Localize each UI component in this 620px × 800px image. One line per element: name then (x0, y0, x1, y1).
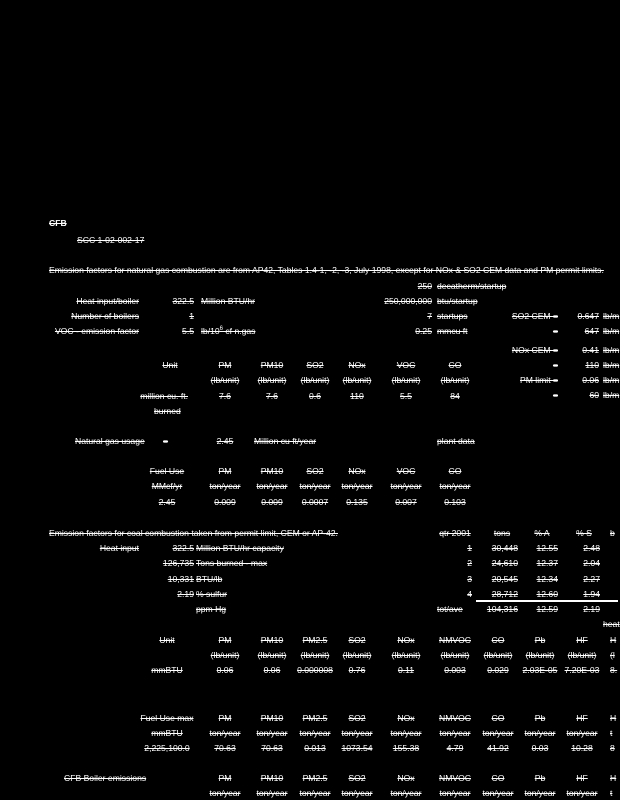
so2-eq: = (552, 326, 558, 336)
voc-factor-unit (201, 326, 255, 336)
coal-emission-value: 4.79 (446, 743, 464, 753)
qtr-number: 3 (467, 574, 472, 584)
coal-factor-subheader: (l (610, 650, 615, 660)
ng-emission-subheader: ton/year (299, 481, 331, 491)
ng-factor-subheader: (lb/unit) (391, 375, 421, 385)
ng-usage-unit: Million cu ft/year (254, 436, 317, 446)
qtr-tons: 20,545 (491, 574, 518, 584)
boiler-emissions-label: CFB Boiler emissions (64, 773, 147, 783)
qtr-ash: 12.60 (536, 589, 558, 599)
coal-emission-value: 0.013 (304, 743, 326, 753)
coal-emission-subheader: ton/year (209, 728, 241, 738)
coal-factor-value: 0.11 (397, 665, 415, 675)
ng-unit-header: Unit (162, 360, 178, 370)
coal-emission-subheader: ton/year (482, 728, 514, 738)
coal-factor-subheader: (lb/unit) (440, 650, 470, 660)
coal-emission-subheader: ton/year (299, 728, 331, 738)
qtr-sulfur: 2.27 (583, 574, 600, 584)
coal-emission-header: SO2 (348, 713, 366, 723)
coal-factor-value: 0.003 (444, 665, 466, 675)
voc-unit-tail: cf n.gas (222, 326, 256, 336)
coal-param-value: 322.5 (172, 543, 194, 553)
ng-emission-value: 0.0007 (301, 497, 329, 507)
coal-factor-value: 7.20E-03 (564, 665, 600, 675)
ng-emission-subheader: ton/year (209, 481, 241, 491)
ng-note: Emission factors for natural gas combustion are from AP42, Tables 1.4-1, -2, -3, July 1998, except for NOx & SO2 CEM data and PM permit limits. (49, 265, 604, 275)
coal-factor-header: H (610, 635, 617, 645)
ng-emission-subheader: ton/year (256, 481, 288, 491)
coal-factor-header: CO (491, 635, 505, 645)
ng-emission-value: 0.007 (395, 497, 417, 507)
ng-emission-header: NOx (348, 466, 366, 476)
nox-cem-unit: lb/m (603, 345, 620, 355)
boiler-header: PM2.5 (302, 773, 328, 783)
coal-emission-subheader: ton/year (524, 728, 556, 738)
top-blank-band (0, 0, 618, 212)
qtr-header: % S (576, 528, 592, 538)
coal-factor-subheader: (lb/unit) (483, 650, 513, 660)
heat-input-label: Heat input/boiler (76, 296, 139, 306)
coal-unit-header: Unit (159, 635, 175, 645)
boiler-subheader: ton/year (524, 788, 556, 798)
qtr-tons: 30,448 (491, 543, 518, 553)
coal-emission-subheader: ton/year (256, 728, 288, 738)
coal-param-value: 10,331 (167, 574, 194, 584)
ng-factor-header: CO (448, 360, 462, 370)
coal-factor-header: PM2.5 (302, 635, 328, 645)
coal-emission-header: HF (576, 713, 588, 723)
ng-factor-subheader: (lb/unit) (257, 375, 287, 385)
ng-factor-header: PM10 (260, 360, 284, 370)
ng-usage-value: 2.45 (216, 436, 234, 446)
coal-factor-subheader: (lb/unit) (567, 650, 597, 660)
ng-usage-label: Natural gas usage (75, 436, 145, 446)
nox-eq: = (552, 360, 558, 370)
startup-value: 250 (417, 281, 432, 291)
coal-factor-header: PM10 (260, 635, 284, 645)
boiler-header: HF (576, 773, 588, 783)
nox-cem-value: 0.41 (582, 345, 599, 355)
coal-factor-subheader: (lb/unit) (342, 650, 372, 660)
qtr-total-label: tot/ave (437, 604, 463, 614)
voc-unit-exponent: 6 (219, 326, 223, 333)
nox-cem-label: NOx CEM = (511, 345, 558, 355)
sheet-title: CFB (49, 218, 67, 228)
coal-emission-subheader: t (610, 728, 613, 738)
ng-usage-note: plant data (437, 436, 475, 446)
boiler-subheader: ton/year (390, 788, 422, 798)
voc-unit-base: lb/10 (201, 326, 220, 336)
coal-param-unit: BTU/lb (196, 574, 223, 584)
coal-emission-subheader: ton/year (390, 728, 422, 738)
coal-factor-value: 0.000008 (297, 665, 333, 675)
nox-converted: 110 (585, 360, 599, 370)
ng-emission-subheader: ton/year (390, 481, 422, 491)
ng-factor-value: 110 (350, 391, 364, 401)
coal-factor-subheader: (lb/unit) (391, 650, 421, 660)
btu-startup-value: 250,000,000 (384, 296, 432, 306)
ng-factor-subheader: (lb/unit) (342, 375, 372, 385)
ng-fuel-use-unit: MMcf/yr (151, 481, 183, 491)
coal-param-unit: % sulfur (196, 589, 228, 599)
ng-factor-subheader: (lb/unit) (210, 375, 240, 385)
qtr-tail-note: heat (603, 619, 620, 629)
pm-eq: = (552, 390, 558, 400)
ng-factor-row-label-2: burned (154, 406, 181, 416)
coal-param-unit: Million BTU/hr capacity (196, 543, 284, 553)
voc-factor-label: VOC - emission factor (54, 326, 139, 336)
startups-unit: startups (437, 311, 468, 321)
ng-emission-header: CO (448, 466, 462, 476)
coal-fuel-use-header: Fuel Use max (140, 713, 194, 723)
coal-factor-value: 0.06 (216, 665, 234, 675)
coal-emission-subheader: ton/year (341, 728, 373, 738)
ng-factor-header: PM (218, 360, 232, 370)
coal-emission-header: PM (218, 713, 232, 723)
so2-cem-label: SO2 CEM = (511, 311, 558, 321)
qtr-sulfur: 2.48 (583, 543, 600, 553)
boiler-header: H (610, 773, 617, 783)
ng-factor-value: 5.5 (400, 391, 412, 401)
pm-converted: 60 (589, 390, 599, 400)
pm-converted-unit: lb/m (603, 390, 620, 400)
boiler-subheader: ton/year (566, 788, 598, 798)
mmcu-value: 0.25 (415, 326, 432, 336)
qtr-header: b (610, 528, 615, 538)
coal-emission-header: NMVOC (439, 713, 471, 723)
mmcu-unit: mmcu ft (437, 326, 468, 336)
coal-factor-value: 0.76 (348, 665, 366, 675)
so2-cem-value: 0.647 (577, 311, 599, 321)
coal-note: Emission factors for coal combustion taken from permit limit, CEM or AP-42. (49, 528, 338, 538)
ng-factor-subheader: (lb/unit) (300, 375, 330, 385)
coal-factor-subheader: (lb/unit) (210, 650, 240, 660)
coal-factor-value: 8. (610, 665, 618, 675)
qtr-sulfur: 2.04 (583, 558, 600, 568)
coal-emission-header: Pb (534, 713, 546, 723)
qtr-number: 1 (467, 543, 472, 553)
coal-factor-header: Pb (534, 635, 546, 645)
heat-input-unit: Million BTU/hr (201, 296, 255, 306)
qtr-total-rule (476, 600, 618, 602)
startup-unit: decatherm/startup (437, 281, 507, 291)
startups-value: 7 (427, 311, 432, 321)
boiler-subheader: ton/year (256, 788, 288, 798)
coal-factor-header: HF (576, 635, 588, 645)
ng-factor-subheader: (lb/unit) (440, 375, 470, 385)
boiler-subheader: ton/year (299, 788, 331, 798)
ng-factor-row-label: million cu. ft. (140, 391, 188, 401)
coal-factor-value: 0.06 (263, 665, 281, 675)
qtr-tons: 24,610 (491, 558, 518, 568)
qtr-header: tons (493, 528, 511, 538)
ng-factor-value: 7.6 (266, 391, 278, 401)
ng-emission-subheader: ton/year (439, 481, 471, 491)
coal-emission-value: 10.28 (571, 743, 593, 753)
coal-emission-value: 1073.54 (341, 743, 373, 753)
boiler-subheader: ton/year (209, 788, 241, 798)
ng-emission-value: 0.135 (346, 497, 368, 507)
ng-emission-value: 0.009 (261, 497, 283, 507)
coal-emission-header: PM2.5 (302, 713, 328, 723)
coal-emission-header: H (610, 713, 617, 723)
qtr-header: qtr 2001 (439, 528, 471, 538)
qtr-ash: 12.34 (536, 574, 558, 584)
qtr-number: 2 (467, 558, 472, 568)
coal-factor-subheader: (lb/unit) (257, 650, 287, 660)
coal-emission-value: 70.63 (214, 743, 236, 753)
ng-emission-value: 0.009 (214, 497, 236, 507)
btu-startup-unit: btu/startup (437, 296, 478, 306)
boiler-header: CO (491, 773, 505, 783)
ng-emission-header: VOC (396, 466, 416, 476)
coal-factor-header: NOx (397, 635, 415, 645)
boiler-header: PM (218, 773, 232, 783)
ng-emission-header: PM (218, 466, 232, 476)
coal-factor-subheader: (lb/unit) (525, 650, 555, 660)
coal-emission-subheader: ton/year (439, 728, 471, 738)
coal-emission-value: 0.03 (531, 743, 549, 753)
boiler-header: Pb (534, 773, 546, 783)
coal-factor-value: 0.029 (487, 665, 509, 675)
pm-limit-value: 0.06 (582, 375, 599, 385)
coal-param-value: 2.19 (177, 589, 194, 599)
voc-factor-value: 5.5 (182, 326, 194, 336)
ng-factor-value: 84 (450, 391, 460, 401)
boilers-label: Number of boilers (71, 311, 139, 321)
coal-param-value: 126,735 (162, 558, 194, 568)
so2-converted: 647 (584, 326, 599, 336)
coal-param-unit: ppm Hg (196, 604, 227, 614)
qtr-ash: 12.55 (536, 543, 558, 553)
coal-factor-header: PM (218, 635, 232, 645)
boiler-header: NMVOC (439, 773, 471, 783)
coal-emission-value: 8 (610, 743, 615, 753)
ng-emission-value: 0.103 (444, 497, 466, 507)
qtr-tons: 28,712 (491, 589, 518, 599)
coal-emission-value: 70.63 (261, 743, 283, 753)
coal-param-unit: Tons burned - max (196, 558, 268, 568)
ng-emission-header: SO2 (306, 466, 324, 476)
coal-fuel-use-value: 2,225,100.0 (144, 743, 190, 753)
ng-fuel-use-header: Fuel Use (149, 466, 185, 476)
qtr-ash: 12.37 (536, 558, 558, 568)
qtr-total-sulfur: 2.19 (583, 604, 600, 614)
ng-factor-header: SO2 (306, 360, 324, 370)
coal-emission-header: CO (491, 713, 505, 723)
pm-limit-unit: lb/m (603, 375, 620, 385)
pm-limit-label: PM limit = (520, 375, 558, 385)
so2-cem-unit: lb/m (603, 311, 620, 321)
boiler-header: PM10 (260, 773, 284, 783)
ng-fuel-use-value: 2.45 (158, 497, 176, 507)
ng-emission-header: PM10 (260, 466, 284, 476)
coal-factor-header: SO2 (348, 635, 366, 645)
scc-code: SCC 1-02-002-17 (77, 235, 145, 245)
coal-factor-subheader: (lb/unit) (300, 650, 330, 660)
qtr-sulfur: 1.94 (583, 589, 600, 599)
heat-input-value: 322.5 (172, 296, 194, 306)
qtr-total-tons: 104,316 (486, 604, 518, 614)
nox-converted-unit: lb/m (603, 360, 620, 370)
qtr-number: 4 (467, 589, 472, 599)
boiler-subheader: ton/year (482, 788, 514, 798)
boiler-subheader: ton/year (341, 788, 373, 798)
coal-emission-header: PM10 (260, 713, 284, 723)
boiler-header: NOx (397, 773, 415, 783)
ng-factor-header: VOC (396, 360, 416, 370)
boiler-header: SO2 (348, 773, 366, 783)
coal-emission-subheader: ton/year (566, 728, 598, 738)
ng-factor-value: 0.6 (309, 391, 321, 401)
coal-heat-input-label: Heat input (99, 543, 139, 553)
coal-emission-header: NOx (397, 713, 415, 723)
so2-converted-unit: lb/m (603, 326, 620, 336)
coal-emission-value: 41.92 (487, 743, 509, 753)
boilers-value: 1 (189, 311, 194, 321)
coal-factor-value: 2.03E-05 (522, 665, 558, 675)
qtr-header: % A (534, 528, 550, 538)
boiler-subheader: t (610, 788, 613, 798)
ng-usage-eq: = (163, 436, 169, 446)
boiler-subheader: ton/year (439, 788, 471, 798)
coal-emission-value: 155.38 (392, 743, 420, 753)
qtr-total-ash: 12.59 (536, 604, 558, 614)
ng-emission-subheader: ton/year (341, 481, 373, 491)
ng-factor-header: NOx (348, 360, 366, 370)
coal-fuel-use-unit: mmBTU (151, 728, 183, 738)
ng-factor-value: 7.6 (219, 391, 231, 401)
coal-factor-row-label: mmBTU (151, 665, 183, 675)
coal-factor-header: NMVOC (439, 635, 471, 645)
